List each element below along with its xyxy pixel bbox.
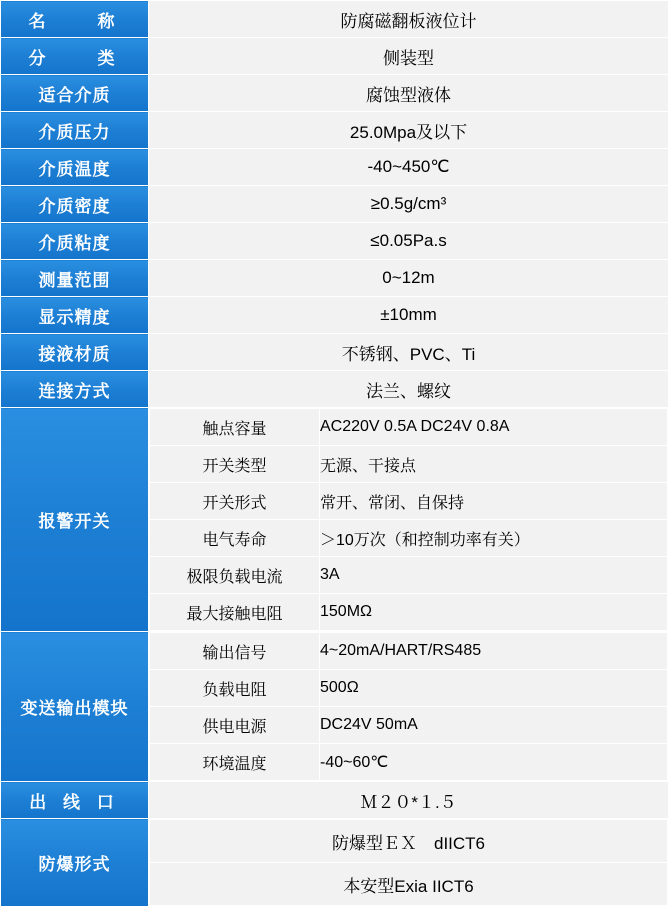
table-row-outlet: [1, 782, 668, 819]
sub-value-power-supply: DC24V 50mA: [320, 707, 668, 744]
table-row: [1, 1, 668, 38]
row-label-pressure: 介质压力: [1, 112, 149, 149]
row-label-range: 测量范围: [1, 260, 149, 297]
sub-label-limit-current: 极限负载电流: [150, 557, 320, 594]
sub-label-output-signal: 输出信号: [150, 633, 320, 670]
sub-value-load-resistance: 500Ω: [320, 670, 668, 707]
table-row: [1, 38, 668, 75]
table-row: [1, 223, 668, 260]
sub-value-switch-form: 常开、常闭、自保持: [320, 483, 668, 520]
group-label-explosion-proof: 防爆形式: [1, 819, 149, 907]
sub-value-contact-capacity: AC220V 0.5A DC24V 0.8A: [320, 409, 668, 446]
row-value-category: 侧装型: [149, 38, 668, 75]
table-row-alarm-switch: [1, 408, 668, 632]
sub-value-explosion-proof-ex: 防爆型ＥＸ dIICT6: [150, 820, 668, 863]
table-row: [150, 670, 668, 707]
row-value-connection: 法兰、螺纹: [149, 371, 668, 408]
table-row: [1, 371, 668, 408]
explosion-proof-subtable: [149, 819, 668, 906]
table-row: [1, 149, 668, 186]
table-row: [1, 260, 668, 297]
table-row: [150, 520, 668, 557]
transmitter-module-subtable: [149, 632, 668, 781]
sub-value-ambient-temperature: -40~60℃: [320, 744, 668, 781]
row-label-density: 介质密度: [1, 186, 149, 223]
sub-value-switch-type: 无源、干接点: [320, 446, 668, 483]
table-row: [150, 557, 668, 594]
row-label-outlet: 出 线 口: [1, 782, 149, 819]
sub-value-max-contact-resistance: 150MΩ: [320, 594, 668, 631]
group-label-transmitter-module: 变送输出模块: [1, 632, 149, 782]
row-label-wetted-material: 接液材质: [1, 334, 149, 371]
row-value-name: 防腐磁翻板液位计: [149, 1, 668, 38]
sub-value-limit-current: 3A: [320, 557, 668, 594]
table-row: [150, 820, 668, 863]
table-row: [1, 186, 668, 223]
table-row: [150, 707, 668, 744]
row-label-viscosity: 介质粘度: [1, 223, 149, 260]
sub-label-power-supply: 供电电源: [150, 707, 320, 744]
table-row: [150, 446, 668, 483]
row-value-range: 0~12m: [149, 260, 668, 297]
table-row: [150, 483, 668, 520]
group-body-alarm-switch: [149, 408, 668, 632]
row-value-wetted-material: 不锈钢、PVC、Ti: [149, 334, 668, 371]
row-value-medium: 腐蚀型液体: [149, 75, 668, 112]
row-value-accuracy: ±10mm: [149, 297, 668, 334]
sub-value-output-signal: 4~20mA/HART/RS485: [320, 633, 668, 670]
row-label-medium: 适合介质: [1, 75, 149, 112]
table-row: [1, 112, 668, 149]
sub-value-explosion-proof-exia: 本安型Exia IICT6: [150, 863, 668, 906]
table-row: [1, 334, 668, 371]
row-value-pressure: 25.0Mpa及以下: [149, 112, 668, 149]
table-row: [150, 744, 668, 781]
table-row-explosion-proof: [1, 819, 668, 907]
table-body: [1, 1, 668, 907]
sub-label-switch-type: 开关类型: [150, 446, 320, 483]
table-row: [150, 409, 668, 446]
sub-label-switch-form: 开关形式: [150, 483, 320, 520]
table-row: [150, 633, 668, 670]
group-body-transmitter-module: [149, 632, 668, 782]
table-row: [1, 75, 668, 112]
sub-label-contact-capacity: 触点容量: [150, 409, 320, 446]
row-label-connection: 连接方式: [1, 371, 149, 408]
row-value-outlet: Ｍ２０*１.５: [149, 782, 668, 819]
table-row: [1, 297, 668, 334]
row-label-category: 分 类: [1, 38, 149, 75]
group-label-alarm-switch: 报警开关: [1, 408, 149, 632]
row-label-name: 名 称: [1, 1, 149, 38]
sub-label-electrical-life: 电气寿命: [150, 520, 320, 557]
group-body-explosion-proof: [149, 819, 668, 907]
table-row-transmitter-module: [1, 632, 668, 782]
row-value-viscosity: ≤0.05Pa.s: [149, 223, 668, 260]
sub-label-ambient-temperature: 环境温度: [150, 744, 320, 781]
alarm-switch-subtable: [149, 408, 668, 631]
sub-label-load-resistance: 负载电阻: [150, 670, 320, 707]
row-value-density: ≥0.5g/cm³: [149, 186, 668, 223]
table-row: [150, 863, 668, 906]
row-label-accuracy: 显示精度: [1, 297, 149, 334]
row-label-temperature: 介质温度: [1, 149, 149, 186]
sub-value-electrical-life: ＞10万次（和控制功率有关）: [320, 520, 668, 557]
row-value-temperature: -40~450℃: [149, 149, 668, 186]
table-row: [150, 594, 668, 631]
sub-label-max-contact-resistance: 最大接触电阻: [150, 594, 320, 631]
